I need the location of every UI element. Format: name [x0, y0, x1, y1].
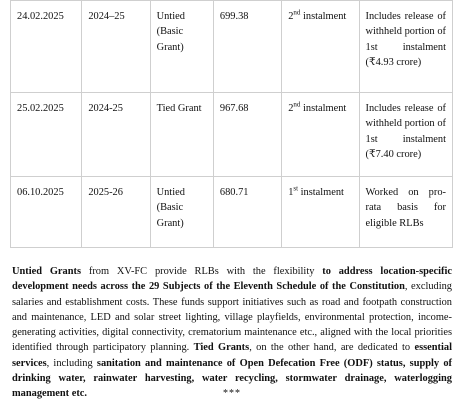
instalment-suffix: nd — [293, 8, 301, 17]
instalment-word: instalment — [300, 103, 347, 114]
instalment-suffix: st — [293, 184, 299, 193]
instalment-word: instalment — [300, 11, 347, 22]
cell-amount: 699.38 — [213, 1, 281, 93]
grants-explanation-paragraph — [12, 264, 452, 402]
cell-remarks: Includes release of withheld portion of 1st instalment (₹7.40 crore) — [359, 93, 452, 177]
table-row — [11, 1, 453, 93]
cell-amount: 680.71 — [213, 177, 281, 248]
cell-date: 06.10.2025 — [11, 177, 82, 248]
essential-services-emphasis: essential services — [12, 342, 452, 369]
paragraph-text: , excluding salaries and establishment costs. These funds support initiatives such as road and footpath construction and maintenance, LED and solar street lighting, village playfields, environmental protection, income-generating activities, digital connectivity, crematorium maintenance etc., aligned with the local priorities identified through participatory planning. — [12, 281, 453, 354]
cell-date: 25.02.2025 — [11, 93, 82, 177]
cell-amount: 967.68 — [213, 93, 281, 177]
cell-grant-type: Tied Grant — [150, 93, 213, 177]
table-row — [11, 93, 453, 177]
cell-remarks: Worked on pro-rata basis for eligible RLBs — [359, 177, 452, 248]
cell-instalment — [282, 93, 359, 177]
instalment-suffix: nd — [293, 100, 301, 109]
paragraph-text: , on the other hand, are dedicated to — [249, 342, 415, 354]
untied-purpose-emphasis: to address location-specific development needs across the 29 Subjects of the Eleventh Schedule of the Constitution — [12, 266, 452, 293]
untied-grants-term: Untied Grants — [12, 266, 82, 277]
cell-instalment — [282, 1, 359, 93]
cell-date: 24.02.2025 — [11, 1, 82, 93]
cell-year: 2024-25 — [82, 93, 150, 177]
cell-year: 2024–25 — [82, 1, 150, 93]
instalment-number: 2 — [288, 11, 294, 22]
cell-year: 2025-26 — [82, 177, 150, 248]
table-row — [11, 177, 453, 248]
cell-instalment — [282, 177, 359, 248]
cell-grant-type: Untied (Basic Grant) — [150, 1, 213, 93]
section-separator: *** — [223, 388, 241, 399]
instalment-number: 1 — [288, 187, 294, 198]
cell-remarks: Includes release of withheld portion of 1st instalment (₹4.93 crore) — [359, 1, 452, 93]
instalment-number: 2 — [288, 103, 294, 114]
instalment-word: instalment — [298, 187, 344, 198]
paragraph-text: , including — [46, 357, 97, 369]
grant-release-table — [10, 0, 453, 248]
tied-services-list-emphasis: sanitation and maintenance of Open Defecation Free (ODF) status, supply of drinking water, rainwater harvesting, water recycling, stormwater drainage, waterlogging management etc. — [12, 357, 452, 400]
cell-grant-type: Untied (Basic Grant) — [150, 177, 213, 248]
paragraph-text: from XV-FC provide RLBs with the flexibility — [81, 266, 323, 277]
tied-grants-term: Tied Grants — [193, 342, 250, 354]
